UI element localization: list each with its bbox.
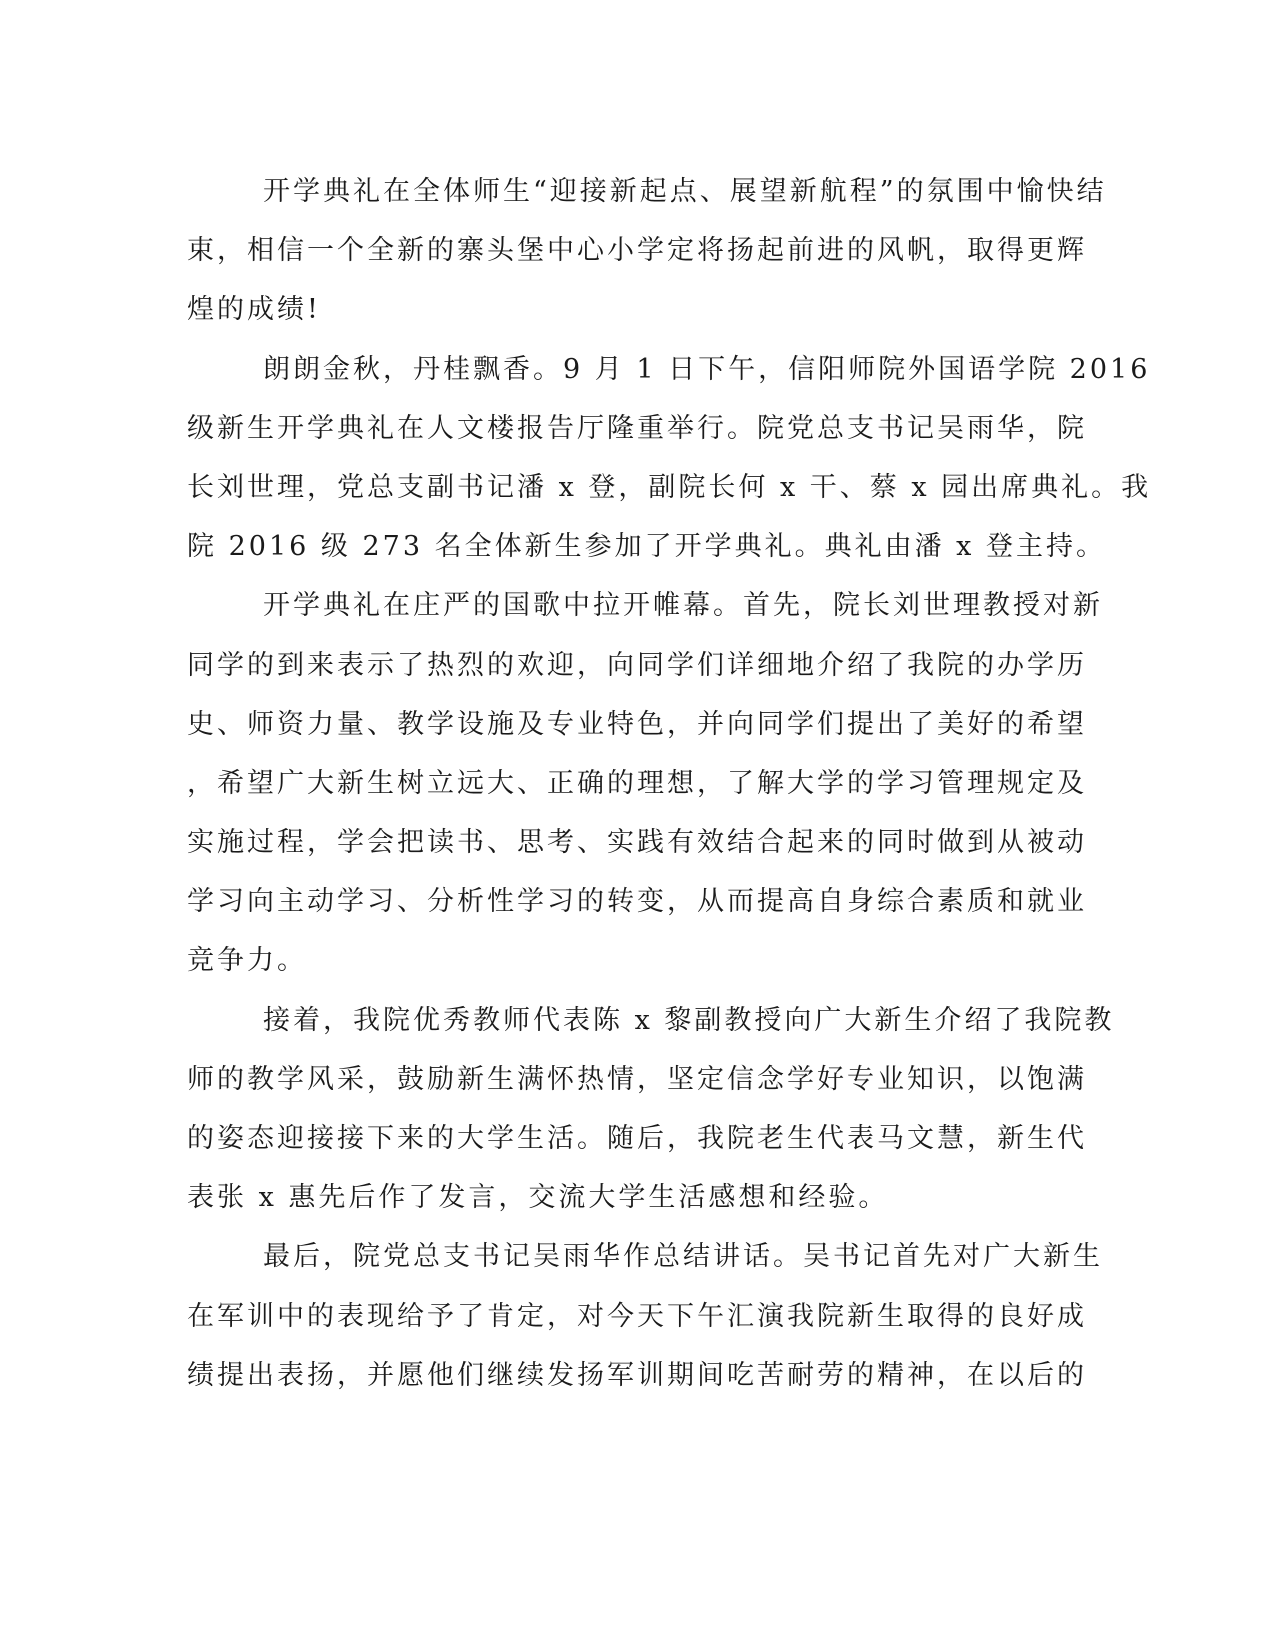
text-line: 绩提出表扬，并愿他们继续发扬军训期间吃苦耐劳的精神，在以后的 [187, 1359, 1087, 1391]
text-line: ，希望广大新生树立远大、正确的理想，了解大学的学习管理规定及 [187, 767, 1087, 799]
text-line: 煌的成绩! [187, 294, 321, 326]
text-line: 接着，我院优秀教师代表陈 x 黎副教授向广大新生介绍了我院教 [263, 1004, 1115, 1036]
text-line: 开学典礼在全体师生“迎接新起点、展望新航程”的氛围中愉快结 [263, 176, 1107, 207]
text-line: 实施过程，学会把读书、思考、实践有效结合起来的同时做到从被动 [187, 827, 1087, 859]
text-line: 同学的到来表示了热烈的欢迎，向同学们详细地介绍了我院的办学历 [187, 649, 1087, 681]
text-line: 束，相信一个全新的寨头堡中心小学定将扬起前进的风帆，取得更辉 [187, 235, 1087, 267]
text-line: 朗朗金秋，丹桂飘香。9 月 1 日下午，信阳师院外国语学院 2016 [263, 353, 1151, 385]
text-line: 院 2016 级 273 名全体新生参加了开学典礼。典礼由潘 x 登主持。 [187, 531, 1106, 563]
text-line: 级新生开学典礼在人文楼报告厅隆重举行。院党总支书记吴雨华，院 [187, 412, 1087, 444]
document-body [187, 162, 1152, 1405]
text-line: 开学典礼在庄严的国歌中拉开帷幕。首先，院长刘世理教授对新 [263, 590, 1103, 622]
text-line: 学习向主动学习、分析性学习的转变，从而提高自身综合素质和就业 [187, 886, 1087, 918]
text-line: 最后，院党总支书记吴雨华作总结讲话。吴书记首先对广大新生 [263, 1241, 1103, 1273]
text-line: 竞争力。 [187, 945, 307, 977]
text-line: 在军训中的表现给予了肯定，对今天下午汇演我院新生取得的良好成 [187, 1300, 1087, 1332]
text-line: 长刘世理，党总支副书记潘 x 登，副院长何 x 干、蔡 x 园出席典礼。我 [187, 471, 1152, 503]
text-line: 的姿态迎接接下来的大学生活。随后，我院老生代表马文慧，新生代 [187, 1123, 1087, 1154]
text-line: 表张 x 惠先后作了发言，交流大学生活感想和经验。 [187, 1182, 889, 1214]
text-line: 史、师资力量、教学设施及专业特色，并向同学们提出了美好的希望 [187, 708, 1087, 740]
text-line: 师的教学风采，鼓励新生满怀热情，坚定信念学好专业知识，以饱满 [187, 1063, 1087, 1095]
